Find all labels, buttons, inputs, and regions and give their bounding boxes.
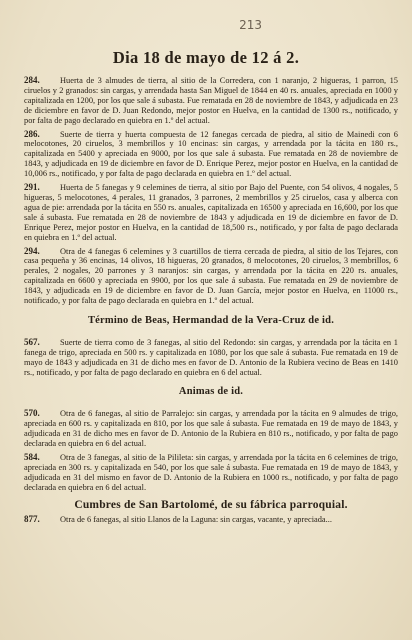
entry-paragraph [24, 409, 398, 449]
entry-number: 291. [24, 182, 40, 193]
entry-number: 570. [24, 408, 40, 419]
section-title: Término de Beas, Hermandad de la Vera-Cruz de id. [87, 314, 335, 326]
entry-paragraph [24, 338, 398, 378]
entry-number: 286. [24, 128, 40, 139]
entry-text: Otra de 4 fanegas 6 celemines y 3 cuartillos de tierra cercada de piedra, al sitio de los Tejares, con casa pequeña y 36 encinas, 14 olivos, 18 higueras, 20 granados, 8 melocotones, 20 ciruelos, 3 membrillos, 6 perales, 2 nogales, 20 parrones y 3 naranjos: sin cargas, y arrendada por la tácita en 220 rs. anuales, capitalizada en 6600 y apreciada en 9900, por los que sale á subasta. Fue rematada en 29 de noviembre de 1843, y adjudicada en 19 de diciembre en favor de D. Juan García, mejor postor en Huelva, en 11000 rs., notificado, y por falta de pago declarada en quiebra en 1.º del actual. [24, 246, 398, 306]
section-title: Cumbres de San Bartolomé, de su fábrica parroquial. [74, 498, 348, 511]
entry-text: Huerta de 5 fanegas y 9 celemines de tierra, al sitio por Bajo del Puente, con 54 olivos, 4 nogales, 5 higueras, 5 melocotones, 4 perales, 11 granados, 3 parrones, 2 membrillos y 25 ciruelos, casa y alberca con agua de pie: arrendada por la tácita en 550 rs. anuales, capitalizada en 16500 y apreciada en 16,600, por los que sale á subasta. Fue rematada en 28 de noviembre de 1843 y adjudicada en 19 de diciembre en favor de D. Enrique Perez, mejor postor en Huelva, en la cantidad de 18,500 rs., notificado, y por falta de pago declarada en quiebra en 1.º del actual. [24, 183, 398, 242]
entry-text: Otra de 6 fanegas, al sitio Llanos de la Laguna: sin cargas, vacante, y apreciada... [60, 514, 332, 524]
entry-text: Huerta de 3 almudes de tierra, al sitio de la Corredera, con 1 naranjo, 2 higueras, 1 parron, 15 ciruelos y 2 granados: sin cargas, y arrendada hasta San Miguel de 1844 en 40 rs. anuales, apreciada en 1000 y capitalizada en 1200, por los que sale á subasta. Fue rematada en 28 de noviembre de 1843, y adjudicada en 23 de diciembre en favor de D. Juan Redondo, mejor postor en Huelva, en la cantidad de 1300 rs., notificado, y por falta de pago declarado en quiebra en 1.º del actual. [24, 76, 398, 125]
entry-paragraph [24, 130, 398, 180]
entry-text: Suerte de tierra como de 3 fanegas, al sitio del Redondo: sin cargas, y arrendada por la tácita en 1 fanega de trigo, apreciada en 500 rs. y capitalizada en 1080, por los que sale á subasta. Fue rematada en 19 de mayo de 1843 y adjudicada en 31 de dicho mes en favor de D. Antonio de la Rubiera vecino de Beas en 1410 rs., notificado, y por falta de pago declarado en quiebra en 6 del actual. [24, 337, 398, 377]
entry-number: 294. [24, 245, 40, 256]
entry-paragraph [24, 247, 398, 306]
entry-paragraph [24, 183, 398, 242]
document-body [24, 76, 398, 528]
entry-number: 877. [24, 513, 40, 524]
date-heading: Dia 18 de mayo de 12 á 2. [112, 48, 300, 67]
entry-number: 567. [24, 336, 40, 347]
entry-number: 284. [24, 75, 40, 85]
entry-paragraph [24, 453, 398, 493]
page-number: 213 [239, 18, 262, 32]
entry-paragraph [24, 515, 398, 525]
entry-paragraph [24, 76, 398, 126]
section-title: Animas de id. [178, 386, 244, 398]
entry-number: 584. [24, 452, 40, 462]
entry-text: Otra de 6 fanegas, al sitio de Parralejo: sin cargas, y arrendada por la tácita en 9 almudes de trigo, apreciada en 600 rs. y capitalizada en 810, por los que sale á subasta. Fue rematada en 19 de mayo de 1843, y adjudicada en 31 de dicho mes en favor de D. Antonio de la Rubiera en 810 rs., notificado, y por falta de pago declarada en quiebra en 6 del actual. [24, 409, 398, 449]
entry-text: Otra de 3 fanegas, al sitio de la Pilileta: sin cargas, y arrendada por la tácita en 6 celemines de trigo, apreciada en 300 rs. y capitalizada en 540, por los que sale á subasta. Fue rematada en 19 de mayo de 1843, y adjudicada en 31 del mismo en favor de D. Antonio de la Rubiera en 1000 rs., notificado, y por falta de pago declarada en quiebra en 6 del actual. [24, 453, 398, 492]
entry-text: Suerte de tierra y huerta compuesta de 12 fanegas cercada de piedra, al sitio de Mainedi con 6 melocotones, 20 ciruelos, 3 membrillos y 10 encinas: sin cargas, y arrendada por la tácita en 180 rs., capitalizada en 5400 y apreciada en 9000, por los que sale á subasta. Fue rematada en 28 de noviembre de 1843, y adjudicada en 19 de diciembre en favor de D. Enrique Perez, mejor postor en Huelva, en la cantidad de 10,006 rs., notificado, y por falta de pago declarada en quiebra en 1.º del actual. [24, 129, 398, 179]
